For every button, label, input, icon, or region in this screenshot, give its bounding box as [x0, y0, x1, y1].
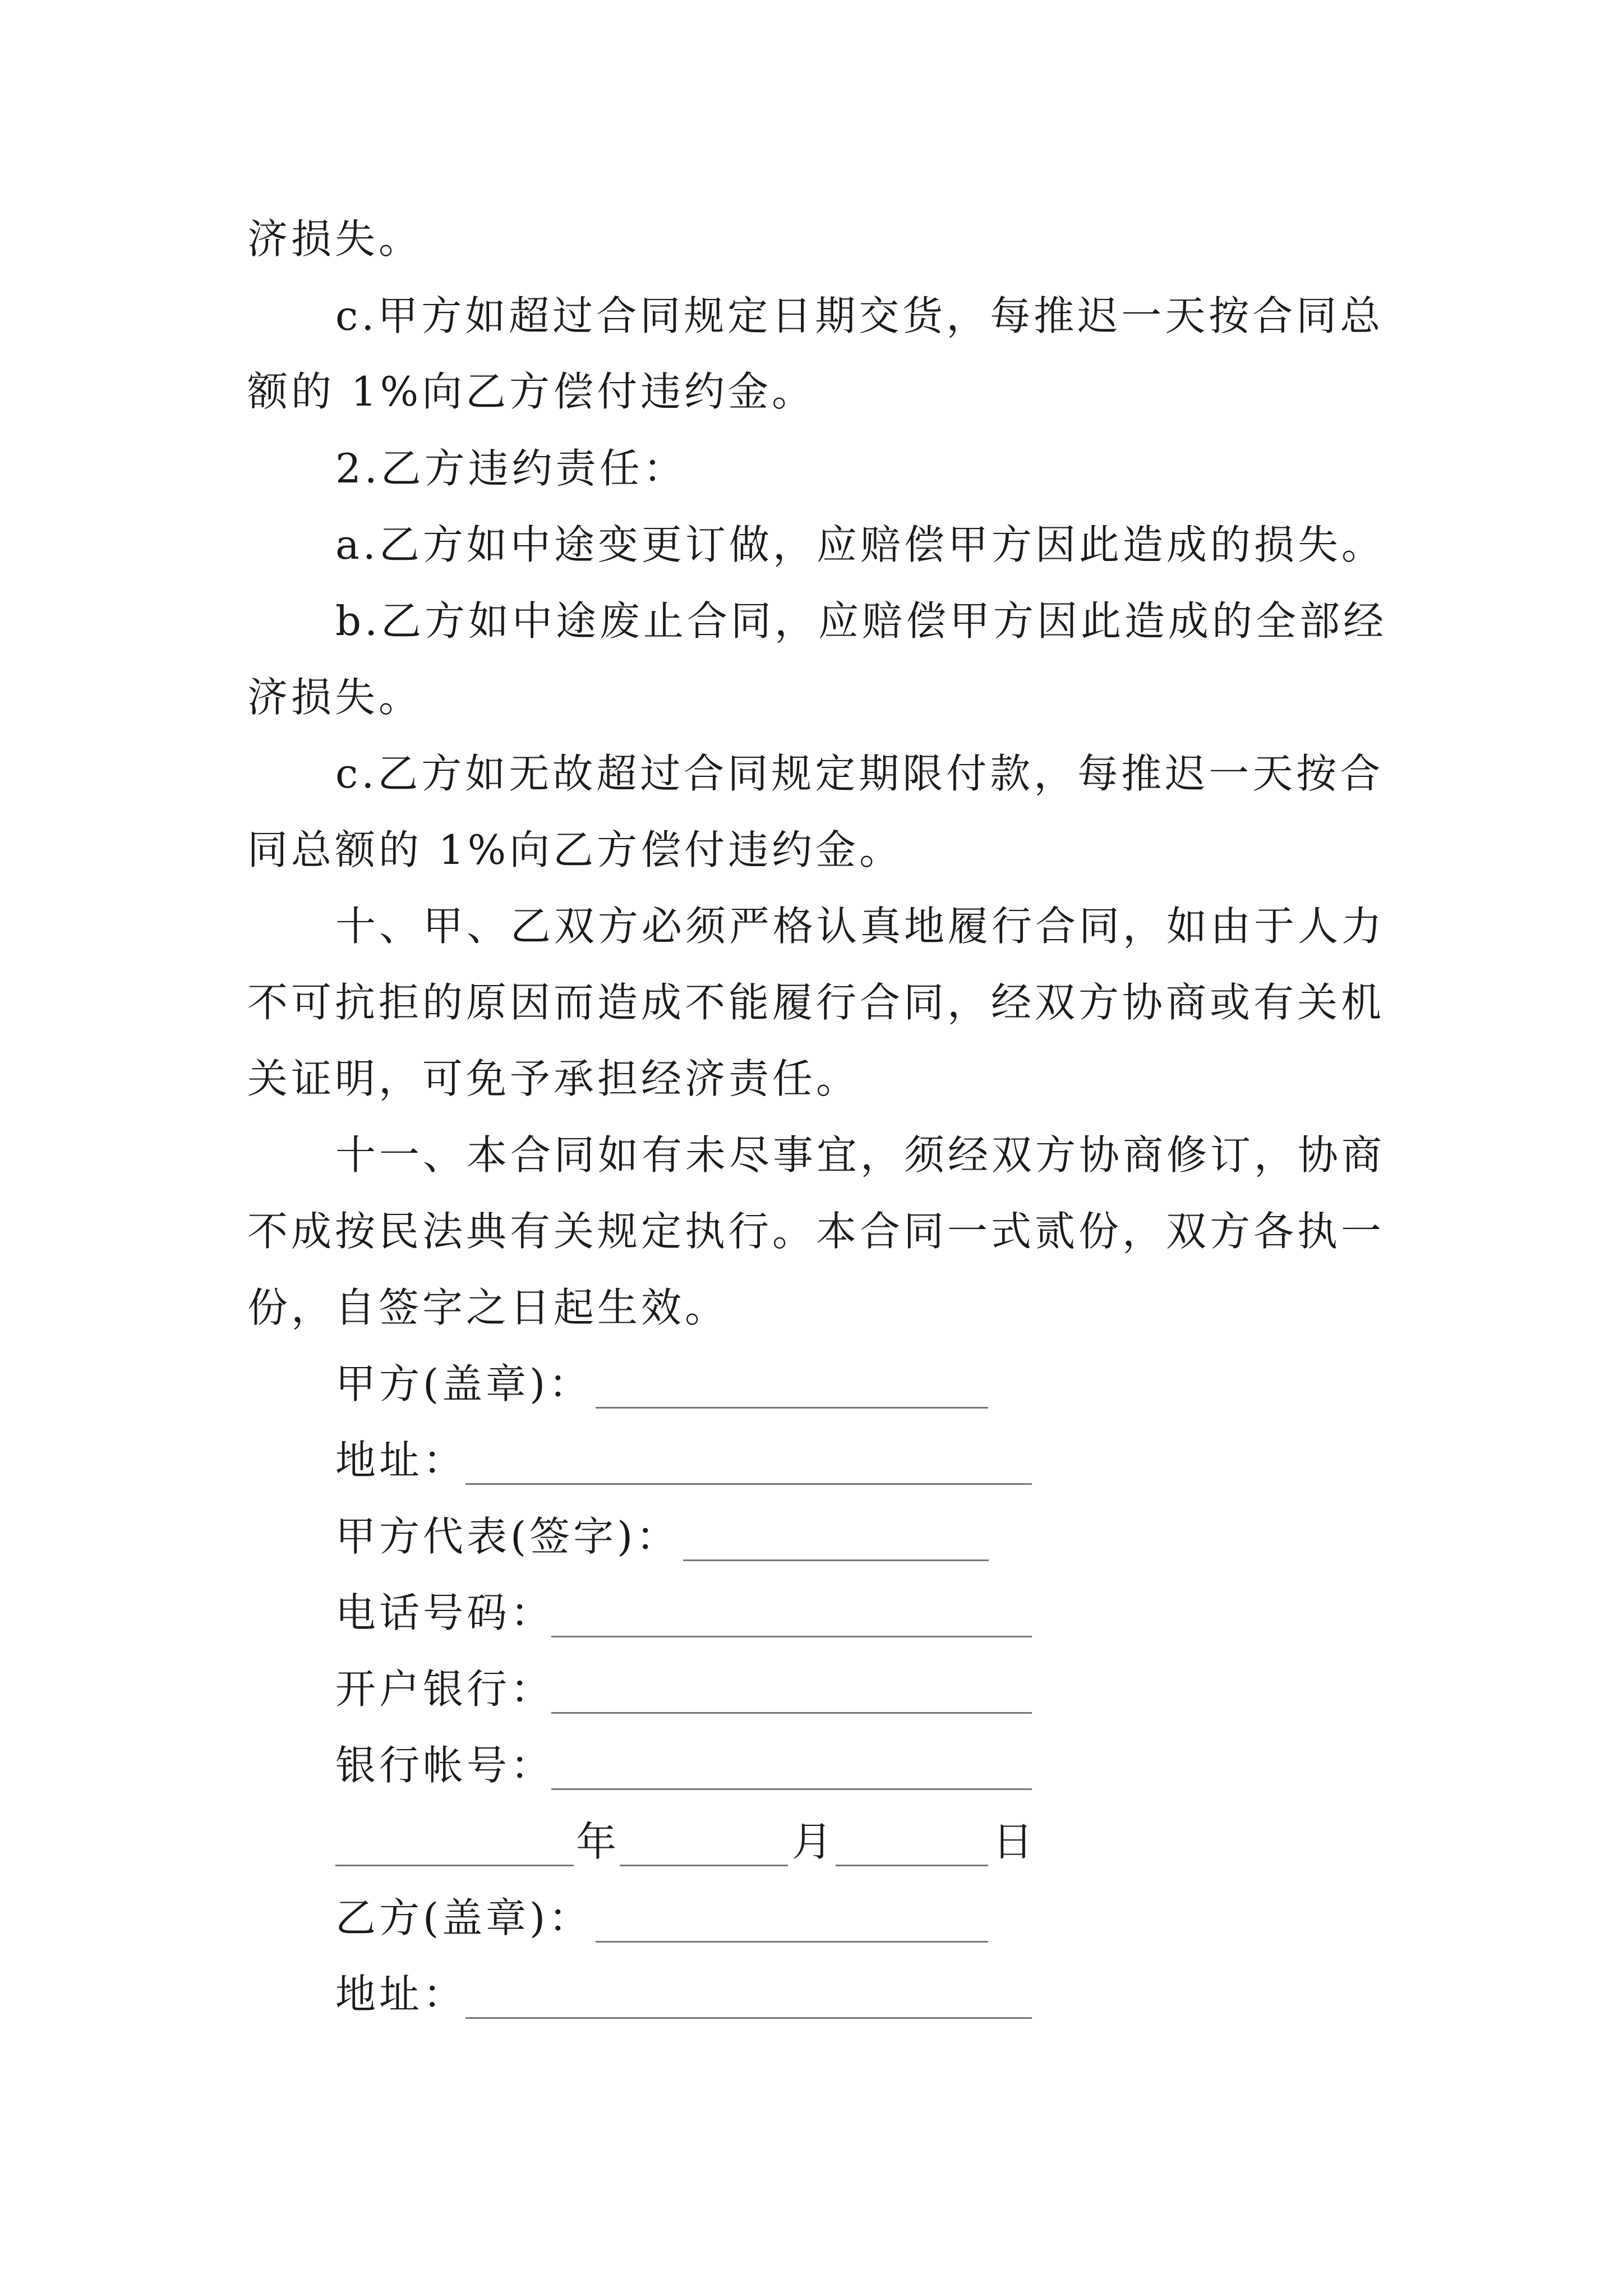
- text-line: 关证明，可免予承担经济责任。: [247, 1055, 860, 1102]
- party-a-address-label: 地址：: [335, 1437, 467, 1484]
- text-line: 十一、本合同如有未尽事宜，须经双方协商修订，协商: [335, 1131, 1386, 1179]
- text-line: c.乙方如无故超过合同规定期限付款，每推迟一天按合: [335, 750, 1384, 797]
- party-a-bank-blank: [551, 1712, 1032, 1714]
- party-a-phone-label: 电话号码：: [335, 1589, 555, 1636]
- party-a-seal-label: 甲方(盖章)：: [335, 1360, 593, 1407]
- party-b-seal-blank: [596, 1941, 988, 1943]
- party-a-rep-label: 甲方代表(签字)：: [335, 1513, 680, 1560]
- text-line: 2.乙方违约责任：: [335, 445, 687, 492]
- text-line: 济损失。: [247, 674, 423, 721]
- party-a-account-blank: [551, 1788, 1032, 1790]
- party-a-rep-blank: [683, 1559, 989, 1561]
- party-a-phone-blank: [551, 1636, 1032, 1637]
- text-line: 同总额的 1%向乙方偿付违约金。: [247, 826, 903, 873]
- date-day-label: 日: [993, 1818, 1034, 1865]
- party-a-address-blank: [465, 1483, 1032, 1485]
- party-b-address-blank: [465, 2017, 1032, 2019]
- date-month-label: 月: [792, 1818, 833, 1865]
- party-a-account-label: 银行帐号：: [335, 1742, 555, 1789]
- text-line: b.乙方如中途废止合同，应赔偿甲方因此造成的全部经: [335, 597, 1387, 645]
- text-line: c.甲方如超过合同规定日期交货，每推迟一天按合同总: [335, 292, 1384, 339]
- text-line: 济损失。: [247, 215, 423, 263]
- date-year-label: 年: [576, 1818, 617, 1865]
- text-line: 十、甲、乙双方必须严格认真地履行合同，如由于人力: [335, 903, 1386, 950]
- date-year-blank: [335, 1865, 574, 1866]
- date-day-blank: [836, 1865, 988, 1866]
- party-a-seal-blank: [596, 1407, 988, 1409]
- text-line: 不可抗拒的原因而造成不能履行合同，经双方协商或有关机: [247, 979, 1385, 1026]
- text-line: 不成按民法典有关规定执行。本合同一式贰份，双方各执一: [247, 1208, 1385, 1255]
- text-line: a.乙方如中途变更订做，应赔偿甲方因此造成的损失。: [335, 521, 1385, 568]
- date-month-blank: [620, 1865, 788, 1866]
- party-a-bank-label: 开户银行：: [335, 1665, 555, 1713]
- party-b-seal-label: 乙方(盖章)：: [335, 1894, 593, 1941]
- text-line: 额的 1%向乙方偿付违约金。: [247, 368, 816, 415]
- text-line: 份，自签字之日起生效。: [247, 1284, 729, 1331]
- party-b-address-label: 地址：: [335, 1971, 467, 2018]
